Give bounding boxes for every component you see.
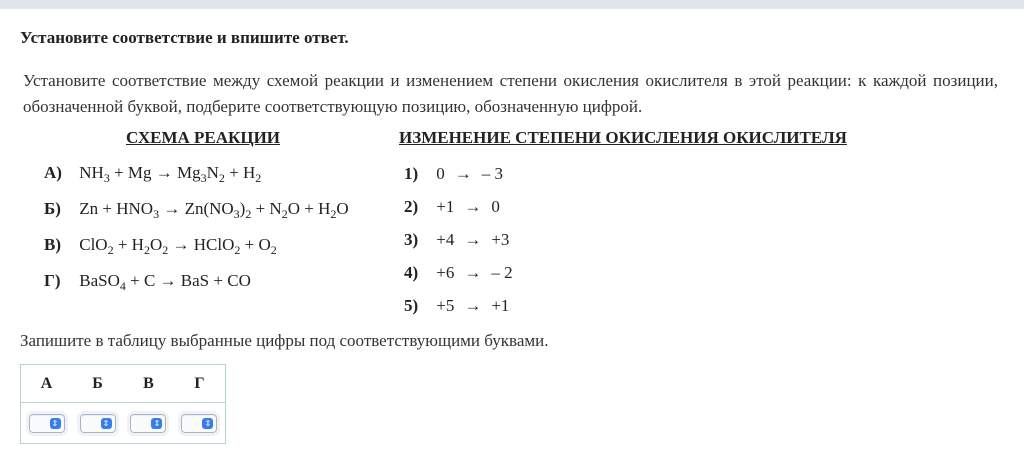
change-from: 0 <box>436 164 445 183</box>
answer-select-a[interactable] <box>29 414 65 433</box>
answer-col-a: А <box>21 365 73 403</box>
answer-table <box>20 364 226 444</box>
arrow-icon: → <box>464 263 482 282</box>
change-from: +6 <box>436 263 455 282</box>
reaction-formula: BaSO$_4$ + C → BaS + CO <box>79 271 251 293</box>
change-2 <box>404 197 500 217</box>
reaction-scheme-header: СХЕМА РЕАКЦИИ <box>126 128 281 147</box>
change-label: 3) <box>404 230 419 249</box>
task-instructions: Установите соответствие между схемой реакции и изменением степени окисления окислителя в этой реакции: к каждой позиции, обозначенной буквой, подберите соответствующую позицию, обозначенную цифрой. <box>23 71 998 116</box>
reaction-c <box>44 235 277 255</box>
reaction-d <box>44 271 251 291</box>
reaction-formula: $Zn + HNO_3 \to Zn(NO_3)_2 + N_2O + H_2O$ <box>79 199 349 221</box>
change-from: +1 <box>436 197 455 216</box>
change-from: +5 <box>436 296 455 315</box>
arrow-icon: → <box>464 197 482 216</box>
change-to: – 3 <box>481 164 503 183</box>
updown-chevron-icon: ⇕ <box>151 418 162 429</box>
answer-instruction: Запишите в таблицу выбранные цифры под соответствующими буквами. <box>20 331 549 350</box>
change-label: 5) <box>404 296 419 315</box>
arrow-icon: → <box>464 230 482 249</box>
updown-chevron-icon: ⇕ <box>50 418 61 429</box>
change-4 <box>404 263 513 283</box>
answer-select-row <box>21 403 226 444</box>
reaction-label: Г) <box>44 271 61 290</box>
answer-col-b: Б <box>72 365 123 403</box>
change-to: 0 <box>491 197 500 216</box>
reaction-label: Б) <box>44 199 61 218</box>
answer-col-v: В <box>123 365 174 403</box>
reaction-a <box>44 163 261 183</box>
change-label: 4) <box>404 263 419 282</box>
oxidation-change-header: ИЗМЕНЕНИЕ СТЕПЕНИ ОКИСЛЕНИЯ ОКИСЛИТЕЛЯ <box>399 128 847 147</box>
answer-select-v[interactable] <box>130 414 166 433</box>
reaction-formula: $NH_3 + Mg \to Mg_3N_2 + H_2$ <box>79 163 262 185</box>
answer-header-row <box>21 365 226 403</box>
change-from: +4 <box>436 230 455 249</box>
change-label: 1) <box>404 164 419 183</box>
arrow-icon: → <box>454 164 472 183</box>
change-5 <box>404 296 509 316</box>
answer-select-g[interactable] <box>181 414 217 433</box>
reaction-formula: $ClO_2 + H_2O_2$ → HClO$_2$ + $O_2$ <box>79 235 277 257</box>
change-to: +3 <box>491 230 510 249</box>
reaction-label: В) <box>44 235 61 254</box>
change-1 <box>404 164 503 184</box>
arrow-icon: → <box>464 296 482 315</box>
change-label: 2) <box>404 197 419 216</box>
change-3 <box>404 230 509 250</box>
task-heading: Установите соответствие и впишите ответ. <box>20 28 349 47</box>
reaction-label: А) <box>44 163 62 182</box>
change-to: – 2 <box>491 263 513 282</box>
answer-col-g: Г <box>174 365 226 403</box>
change-to: +1 <box>491 296 510 315</box>
updown-chevron-icon: ⇕ <box>202 418 213 429</box>
updown-chevron-icon: ⇕ <box>101 418 112 429</box>
top-bar <box>0 0 1024 9</box>
answer-select-b[interactable] <box>80 414 116 433</box>
reaction-b <box>44 199 349 219</box>
